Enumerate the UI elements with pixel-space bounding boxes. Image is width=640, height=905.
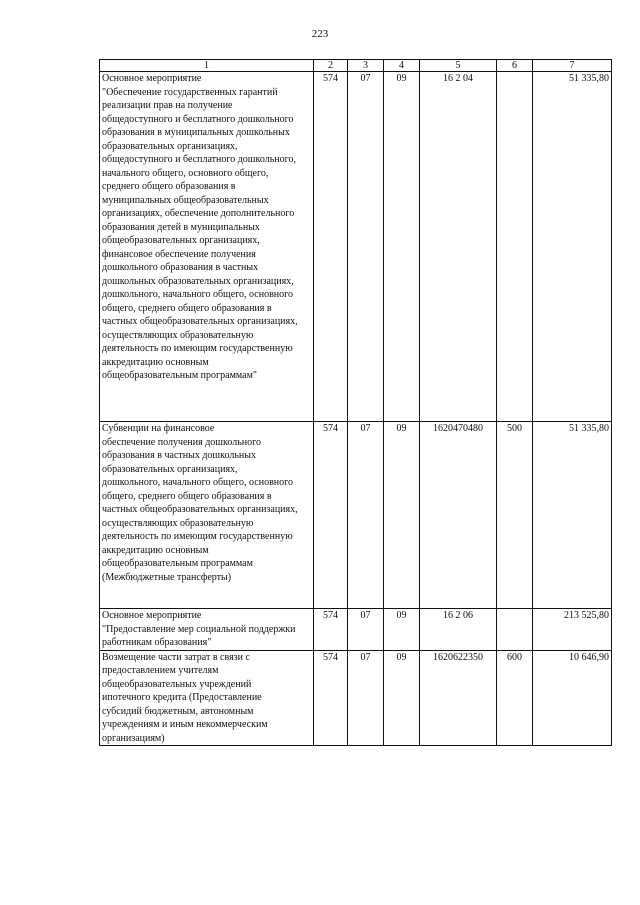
- row-amount: 51 335,80: [533, 72, 612, 422]
- column-header-7: 7: [533, 60, 612, 72]
- row-code-section: 07: [348, 650, 384, 746]
- column-header-5: 5: [420, 60, 497, 72]
- row-amount: 213 525,80: [533, 609, 612, 651]
- row-code-subsection: 09: [384, 72, 420, 422]
- row-target-article: 1620470480: [420, 422, 497, 609]
- row-amount: 51 335,80: [533, 422, 612, 609]
- row-target-article: 16 2 04: [420, 72, 497, 422]
- row-target-article: 1620622350: [420, 650, 497, 746]
- row-name: Возмещение части затрат в связи с предоставлением учителям общеобразовательных учреждений ипотечного кредита (Предоставление субсидий бюджетным, автономным учреждениям и иным некоммерческим организациям): [100, 650, 314, 746]
- row-code-subsection: 09: [384, 609, 420, 651]
- row-code-ministry: 574: [314, 422, 348, 609]
- table-row: [100, 422, 612, 609]
- budget-table: [99, 59, 612, 746]
- header-row: [100, 60, 612, 72]
- row-target-article: 16 2 06: [420, 609, 497, 651]
- row-expense-type: 600: [497, 650, 533, 746]
- row-name: Субвенции на финансовое обеспечение получения дошкольного образования в частных дошкольных образовательных организациях, дошкольного, начального общего, основного общего, среднего общего образования в частных общеобразовательных организациях, осуществляющих образовательную деятельность по имеющим государственную аккредитацию основным общеобразовательным программам (Межбюджетные трансферты): [100, 422, 314, 609]
- row-amount: 10 646,90: [533, 650, 612, 746]
- row-code-section: 07: [348, 609, 384, 651]
- row-code-ministry: 574: [314, 650, 348, 746]
- column-header-6: 6: [497, 60, 533, 72]
- row-expense-type: [497, 609, 533, 651]
- column-header-2: 2: [314, 60, 348, 72]
- row-code-subsection: 09: [384, 422, 420, 609]
- row-expense-type: 500: [497, 422, 533, 609]
- row-code-subsection: 09: [384, 650, 420, 746]
- page-number: 223: [311, 28, 329, 40]
- column-header-3: 3: [348, 60, 384, 72]
- row-name: Основное мероприятие "Обеспечение государственных гарантий реализации прав на получение общедоступного и бесплатного дошкольного образования в муниципальных дошкольных образовательных организациях, общедоступного и бесплатного дошкольного, начального общего, основного общего, среднего общего образования в муниципальных общеобразовательных организациях, обеспечение дополнительного образования детей в муниципальных общеобразовательных организациях, финансовое обеспечение получения дошкольного образования в частных дошкольных образовательных организациях, дошкольного, начального общего, основного общего, среднего общего образования в частных общеобразовательных организациях, осуществляющих образовательную деятельность по имеющим государственную аккредитацию основным общеобразовательным программам": [100, 72, 314, 422]
- row-expense-type: [497, 72, 533, 422]
- column-header-1: 1: [100, 60, 314, 72]
- row-name: Основное мероприятие "Предоставление мер социальной поддержки работникам образования": [100, 609, 314, 651]
- row-code-section: 07: [348, 72, 384, 422]
- column-header-4: 4: [384, 60, 420, 72]
- row-code-ministry: 574: [314, 609, 348, 651]
- row-code-ministry: 574: [314, 72, 348, 422]
- table-row: [100, 609, 612, 651]
- row-code-section: 07: [348, 422, 384, 609]
- table-row: [100, 72, 612, 422]
- table-row: [100, 650, 612, 746]
